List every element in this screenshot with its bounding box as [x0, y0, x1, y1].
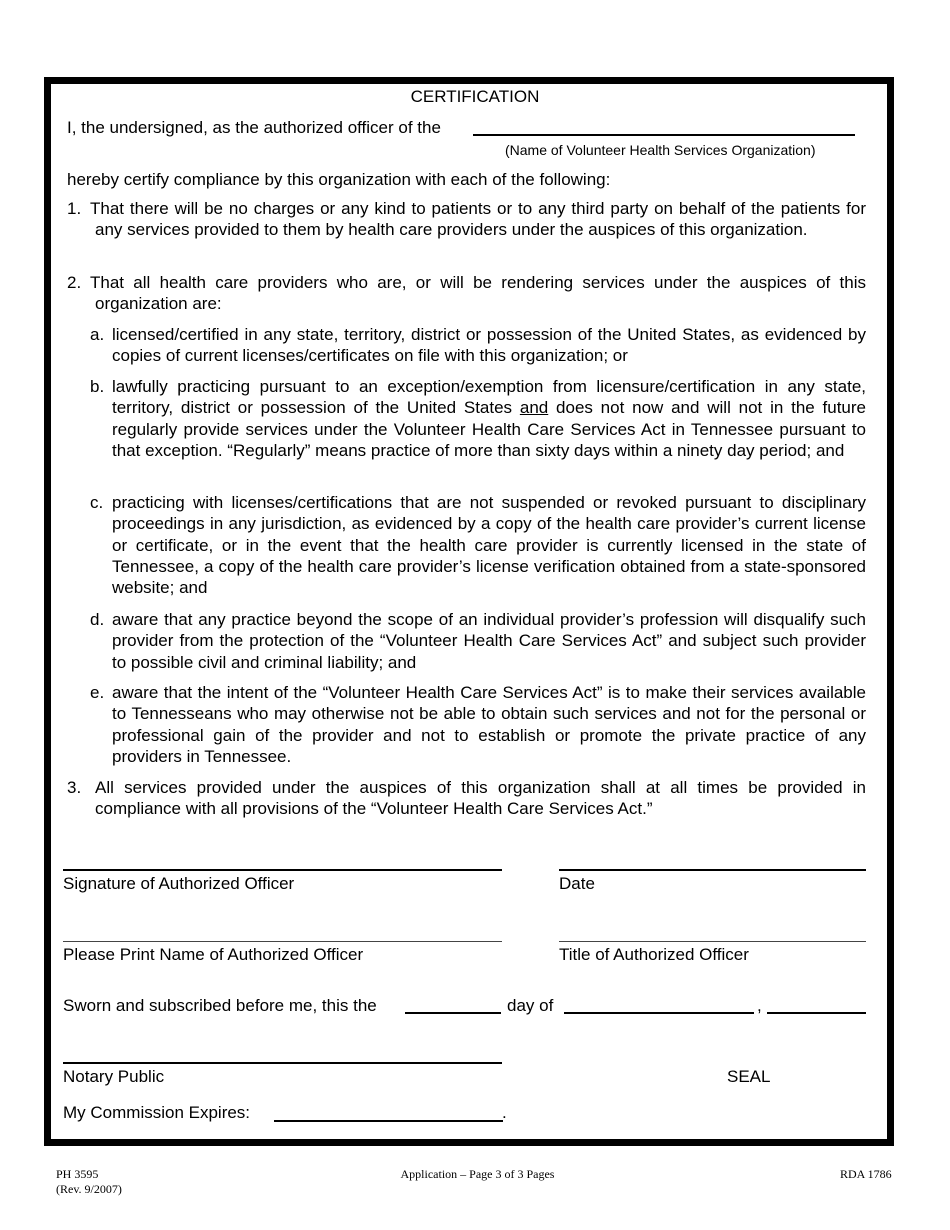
subitem-text: licensed/certified in any state, territory, district or possession of the United States, as evidenced by copies of current licenses/certificates on file with this organization; or	[112, 325, 866, 366]
subitem-text-before: lawfully practicing pursuant to an exception/exemption from licensure/certification in any state, territory, district or possession of the United States	[112, 377, 866, 418]
commission-period: .	[502, 1103, 507, 1122]
subitem-letter: a.	[90, 325, 105, 344]
item-3	[67, 777, 866, 820]
subitem-text	[112, 376, 866, 461]
subitem-letter: c.	[90, 493, 104, 512]
item-1	[67, 198, 866, 241]
item-number: 1.	[67, 199, 82, 218]
sworn-month-field[interactable]	[564, 1012, 754, 1014]
subitem-text: aware that any practice beyond the scope of an individual provider’s profession will disqualify such provider from the protection of the “Volunteer Health Care Services Act” and subject such provider to possible civil and criminal liability; and	[112, 610, 866, 672]
seal-label: SEAL	[727, 1067, 771, 1086]
subitem-e	[90, 682, 866, 767]
print-name-label: Please Print Name of Authorized Officer	[63, 945, 364, 964]
item-text: That there will be no charges or any kind to patients or to any third party on behalf of the patients for any services provided to them by health care providers under the auspices of this organization.	[90, 199, 866, 240]
sworn-text: Sworn and subscribed before me, this the	[63, 996, 377, 1015]
subitem-b	[90, 376, 866, 461]
form-number: PH 3595	[56, 1167, 99, 1181]
comma-text: ,	[757, 996, 762, 1015]
item-number: 2.	[67, 273, 82, 292]
intro-text: I, the undersigned, as the authorized officer of the	[67, 118, 441, 137]
sworn-year-field[interactable]	[767, 1012, 866, 1014]
sworn-day-field[interactable]	[405, 1012, 501, 1014]
item-number: 3.	[67, 778, 82, 797]
print-name-field[interactable]	[63, 941, 502, 942]
subitem-d	[90, 609, 866, 673]
notary-signature-field[interactable]	[63, 1062, 502, 1064]
subitem-text-after: does not now and will not in the future regularly provide services under the Volunteer Health Care Services Act in Tennessee pursuant to that exception. “Regularly” means practice of more than sixty days within a ninety day period; and	[112, 398, 866, 460]
subitem-letter: d.	[90, 610, 105, 629]
subitem-underlined-word: and	[519, 398, 549, 418]
subitem-letter: e.	[90, 683, 105, 702]
page-info: Application – Page 3 of 3 Pages	[400, 1167, 555, 1181]
commission-expires-field[interactable]	[274, 1120, 503, 1122]
item-text: That all health care providers who are, or will be rendering services under the auspices of this organization are:	[90, 273, 866, 314]
notary-label: Notary Public	[63, 1067, 165, 1086]
subitem-letter: b.	[90, 377, 105, 396]
item-2	[67, 272, 866, 315]
subitem-text: practicing with licenses/certifications that are not suspended or revoked pursuant to disciplinary proceedings in any jurisdiction, as evidenced by a copy of the health care provider’s current license or certificate, or in the event that the health care provider is currently licensed in the state of Tennessee, a copy of the health care provider’s license verification obtained from a state-sponsored website; and	[112, 493, 866, 598]
item-text: All services provided under the auspices of this organization shall at all times be provided in compliance with all provisions of the “Volunteer Health Care Services Act.”	[95, 778, 866, 819]
subitem-text: aware that the intent of the “Volunteer Health Care Services Act” is to make their services available to Tennesseans who may otherwise not be able to obtain such services and not for the personal or professional gain of the provider and not to establish or promote the private practice of any providers in Tennessee.	[112, 683, 866, 766]
rda-number: RDA 1786	[840, 1167, 892, 1181]
page-title: CERTIFICATION	[410, 87, 540, 106]
signature-field[interactable]	[63, 869, 502, 871]
subitem-a	[90, 324, 866, 367]
date-field[interactable]	[559, 869, 866, 871]
day-of-text: day of	[507, 996, 554, 1015]
organization-name-caption: (Name of Volunteer Health Services Organization)	[505, 142, 816, 158]
certify-text: hereby certify compliance by this organization with each of the following:	[67, 170, 611, 189]
title-label: Title of Authorized Officer	[559, 945, 749, 964]
date-label: Date	[559, 874, 595, 893]
signature-label: Signature of Authorized Officer	[63, 874, 295, 893]
commission-label: My Commission Expires:	[63, 1103, 251, 1122]
organization-name-field[interactable]	[473, 134, 855, 136]
title-field[interactable]	[559, 941, 866, 942]
subitem-c	[90, 492, 866, 598]
form-revision: (Rev. 9/2007)	[56, 1182, 122, 1196]
